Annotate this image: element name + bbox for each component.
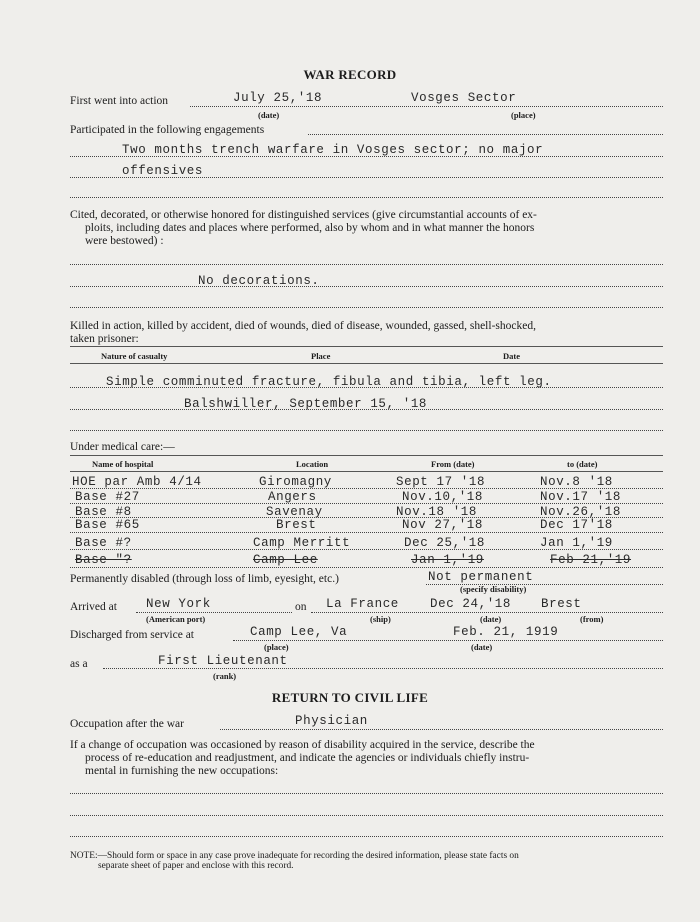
engagements-line-3: [70, 197, 663, 198]
first-action-date: July 25,'18: [233, 91, 323, 105]
casualty-col-place: Place: [311, 351, 331, 361]
medical-row-from: Jan 1,'19: [411, 553, 484, 567]
arrived-ship-caption: (ship): [370, 614, 391, 624]
medical-col-location: Location: [296, 459, 329, 469]
medical-row-line: [70, 488, 663, 489]
discharged-line: [233, 640, 663, 641]
medical-row-line: [70, 532, 663, 533]
arrived-line: [311, 612, 663, 613]
casualty-header-top: [70, 346, 663, 347]
casualty-answer-2: Balshwiller, September 15, '18: [184, 397, 428, 411]
medical-row-hospital: Base #27: [75, 490, 140, 504]
medical-row-from: Nov.18 '18: [396, 505, 478, 519]
first-action-line: [190, 106, 663, 107]
engagements-line-2: [70, 177, 663, 178]
medical-col-from: From (date): [431, 459, 475, 469]
discharged-date: Feb. 21, 1919: [453, 625, 559, 639]
change-line-c: [70, 836, 663, 837]
medical-row-from: Sept 17 '18: [396, 475, 486, 489]
first-action-place-caption: (place): [511, 110, 536, 120]
rank-label: as a: [70, 658, 88, 670]
casualty-line-a: [70, 387, 663, 388]
medical-row-location: Savenay: [266, 505, 323, 519]
change-line-3: mental in furnishing the new occupations:: [85, 765, 279, 777]
arrived-from: Brest: [541, 597, 582, 611]
casualty-line-b: [70, 409, 663, 410]
arrived-port: New York: [146, 597, 211, 611]
arrived-date-caption: (date): [480, 614, 502, 624]
arrived-on-label: on: [295, 601, 307, 613]
civil-title: RETURN TO CIVIL LIFE: [271, 690, 429, 705]
engagements-answer-2: offensives: [122, 164, 204, 178]
medical-row-from: Nov 27,'18: [402, 518, 484, 532]
occupation-label: Occupation after the war: [70, 718, 184, 730]
medical-row-to: Nov.8 '18: [540, 475, 613, 489]
arrived-port-line: [136, 612, 292, 613]
medical-row-location: Camp Lee: [253, 553, 318, 567]
medical-row-location: Angers: [268, 490, 317, 504]
occupation-line: [220, 729, 663, 730]
casualty-line-c: [70, 430, 663, 431]
engagements-line-0: [308, 134, 663, 135]
change-line-a: [70, 793, 663, 794]
change-line-2: process of re-education and readjustment, and indicate the agencies or individuals chiefly instru-: [85, 752, 530, 764]
arrived-label: Arrived at: [70, 601, 117, 613]
casualty-col-nature: Nature of casualty: [101, 351, 168, 361]
medical-row-line: [70, 567, 663, 568]
cited-line-b: [70, 286, 663, 287]
medical-row-from: Dec 25,'18: [404, 536, 486, 550]
medical-row-hospital: HOE par Amb 4/14: [72, 475, 202, 489]
medical-row-to: Nov.17 '18: [540, 490, 622, 504]
cited-line-a: [70, 264, 663, 265]
medical-row-to: Jan 1,'19: [540, 536, 613, 550]
medical-label: Under medical care:—: [70, 441, 175, 453]
medical-row-from: Nov.10,'18: [402, 490, 484, 504]
casualty-line-1: Killed in action, killed by accident, died of wounds, died of disease, wounded, gassed, shell-shocked,: [70, 320, 536, 332]
rank-caption: (rank): [213, 671, 237, 681]
medical-row-hospital: Base #65: [75, 518, 140, 532]
note-line-1: NOTE:—Should form or space in any case prove inadequate for recording the desired information, please state facts on: [70, 851, 519, 861]
medical-row-hospital: Base "?: [75, 553, 132, 567]
discharged-place-caption: (place): [264, 642, 289, 652]
engagements-label: Participated in the following engagements: [70, 124, 265, 136]
cited-line-1: Cited, decorated, or otherwise honored for distinguished services (give circumstantial accounts of ex-: [70, 209, 537, 221]
disabled-caption: (specify disability): [460, 584, 527, 594]
medical-row-to: Feb 21,'19: [550, 553, 632, 567]
medical-col-hospital: Name of hospital: [92, 459, 154, 469]
discharged-date-caption: (date): [471, 642, 493, 652]
rank-value: First Lieutenant: [158, 654, 288, 668]
cited-line-3: were bestowed) :: [85, 235, 164, 247]
medical-row-to: Dec 17'18: [540, 518, 613, 532]
medical-row-hospital: Base #8: [75, 505, 132, 519]
casualty-header-bottom: [70, 363, 663, 364]
engagements-answer-1: Two months trench warfare in Vosges sector; no major: [122, 143, 544, 157]
medical-header-top: [70, 455, 663, 456]
medical-col-to: to (date): [567, 459, 598, 469]
occupation-value: Physician: [295, 714, 368, 728]
medical-row-location: Camp Merritt: [253, 536, 351, 550]
cited-question: [70, 209, 665, 248]
medical-row-hospital: Base #?: [75, 536, 132, 550]
arrived-port-caption: (American port): [146, 614, 206, 624]
form-title: WAR RECORD: [303, 67, 397, 82]
casualty-answer-1: Simple comminuted fracture, fibula and tibia, left leg.: [106, 375, 552, 389]
cited-line-2: ploits, including dates and places where performed, also by whom and in what manner the honors: [85, 222, 535, 234]
rank-line: [103, 668, 663, 669]
discharged-label: Discharged from service at: [70, 629, 195, 641]
medical-header-bottom: [70, 471, 663, 472]
change-line-1: If a change of occupation was occasioned by reason of disability acquired in the service, describe the: [70, 739, 535, 751]
medical-row-location: Brest: [276, 518, 317, 532]
change-line-b: [70, 815, 663, 816]
arrived-from-caption: (from): [580, 614, 604, 624]
cited-answer: No decorations.: [198, 274, 320, 288]
change-question: [70, 739, 665, 778]
casualty-line-2: taken prisoner:: [70, 333, 139, 345]
first-action-place: Vosges Sector: [411, 91, 517, 105]
casualty-col-date: Date: [503, 351, 520, 361]
disabled-answer: Not permanent: [428, 570, 534, 584]
cited-line-c: [70, 307, 663, 308]
medical-row-line: [70, 549, 663, 550]
discharged-place: Camp Lee, Va: [250, 625, 348, 639]
arrived-date: Dec 24,'18: [430, 597, 512, 611]
medical-row-to: Nov.26,'18: [540, 505, 622, 519]
engagements-line-1: [70, 156, 663, 157]
arrived-ship: La France: [326, 597, 399, 611]
medical-row-line: [70, 503, 663, 504]
note-line-2: separate sheet of paper and enclose with this record.: [98, 861, 294, 871]
disabled-label: Permanently disabled (through loss of limb, eyesight, etc.): [70, 573, 339, 585]
medical-row-location: Giromagny: [259, 475, 332, 489]
first-action-date-caption: (date): [258, 110, 280, 120]
casualty-question: [70, 320, 665, 346]
first-action-label: First went into action: [70, 95, 169, 107]
